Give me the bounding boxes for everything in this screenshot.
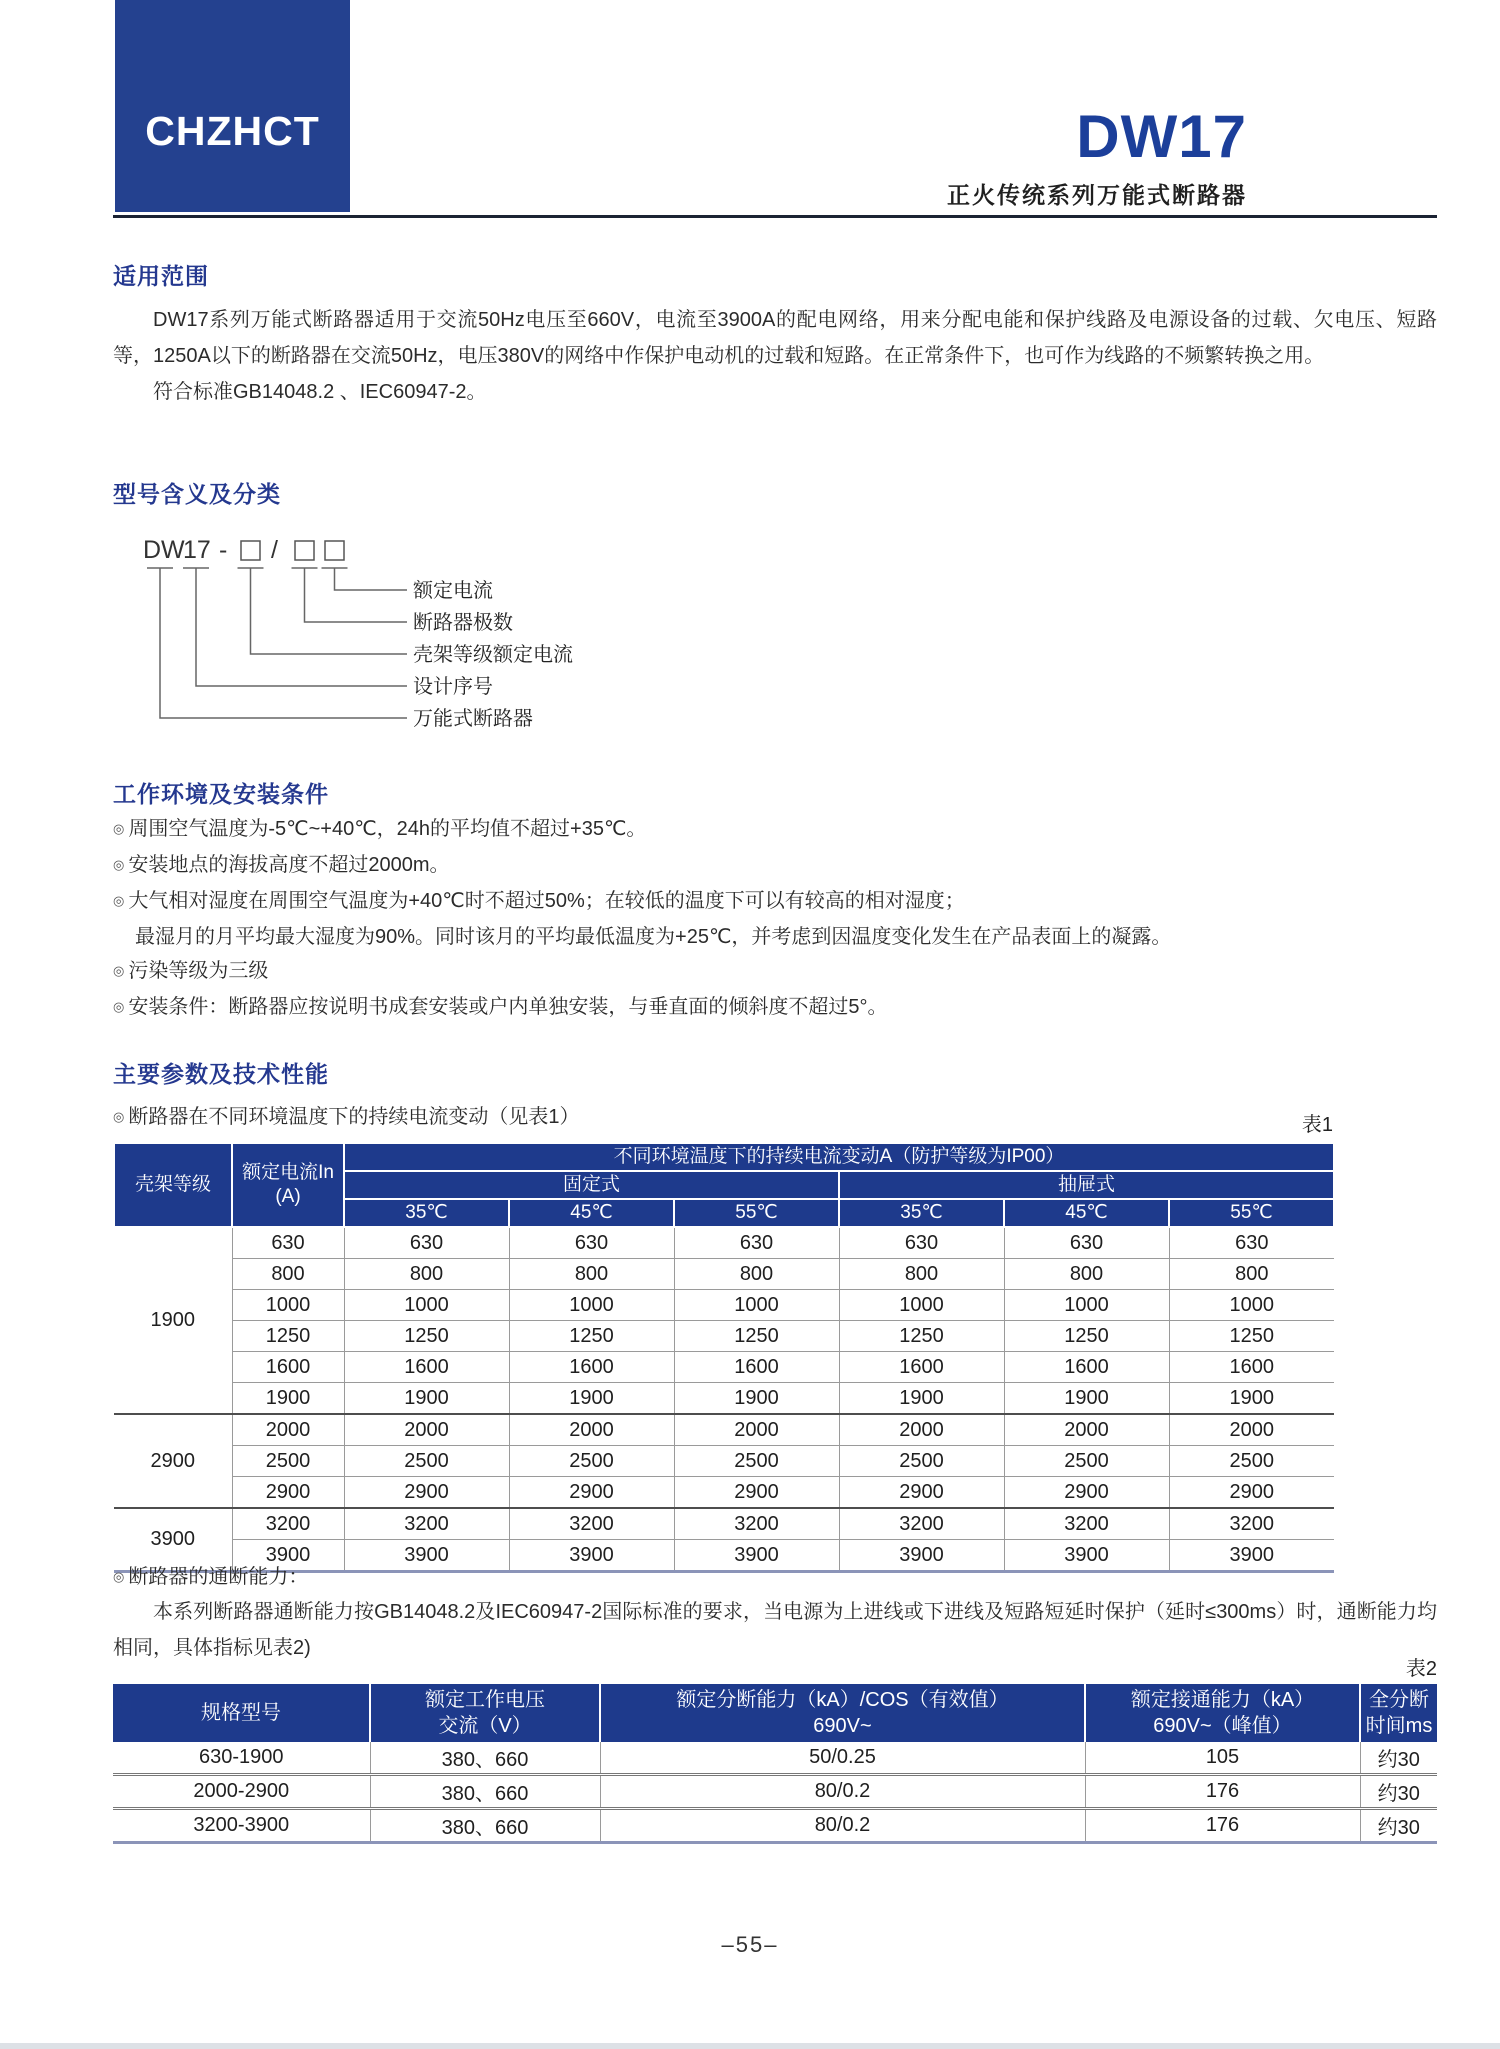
spec-cell: 约30 <box>1360 1809 1437 1843</box>
bullet-icon: ◎ <box>113 1569 125 1584</box>
bullet-icon: ◎ <box>113 963 125 978</box>
temp-current-cell: 2000 <box>674 1414 839 1446</box>
temp-current-cell: 1250 <box>1169 1321 1334 1352</box>
env-bullet-text: 安装条件：断路器应按说明书成套安装或户内单独安装，与垂直面的倾斜度不超过5°。 <box>128 996 888 1018</box>
scope-paragraph <box>113 302 1437 410</box>
temp-current-cell: 2000 <box>509 1414 674 1446</box>
table2-body <box>113 1742 1437 1843</box>
temp-current-cell: 3200 <box>674 1508 839 1540</box>
temp-current-cell: 2500 <box>344 1446 509 1477</box>
temp-current-cell: 1600 <box>1004 1352 1169 1383</box>
env-bullet-text: 大气相对湿度在周围空气温度为+40℃时不超过50%；在较低的温度下可以有较高的相对湿度； <box>128 890 965 912</box>
temp-current-cell: 1600 <box>1169 1352 1334 1383</box>
temp-current-cell: 1900 <box>1169 1383 1334 1415</box>
rated-current-cell: 2500 <box>232 1446 344 1477</box>
connector-poles <box>292 568 408 622</box>
model-heading: 型号含义及分类 <box>113 481 281 507</box>
label-design-no: 设计序号 <box>413 676 493 698</box>
page-bottom-edge <box>0 2043 1500 2049</box>
env-bullet <box>113 812 1437 848</box>
table-row <box>113 1775 1437 1809</box>
model-code-diagram <box>113 538 673 738</box>
temp-current-cell: 1000 <box>1004 1290 1169 1321</box>
temp-current-cell: 800 <box>1169 1259 1334 1290</box>
temp-current-cell: 1250 <box>1004 1321 1169 1352</box>
page-title: DW17 <box>1076 103 1247 170</box>
temp-current-cell: 800 <box>344 1259 509 1290</box>
frame-grade-cell: 1900 <box>150 1309 195 1331</box>
t1-header-span: 不同环境温度下的持续电流变动A（防护等级为IP00） <box>344 1143 1334 1171</box>
code-box-poles <box>295 541 314 560</box>
code-box-frame <box>241 541 260 560</box>
table-row <box>114 1383 1334 1415</box>
table-row <box>114 1352 1334 1383</box>
t2-header-line: 690V~（峰值） <box>1153 1715 1292 1737</box>
env-bullet-text: 周围空气温度为-5℃~+40℃，24h的平均值不超过+35℃。 <box>128 818 647 840</box>
table-row <box>113 1742 1437 1775</box>
breaking-text: 本系列断路器通断能力按GB14048.2及IEC60947-2国际标准的要求，当电源为上进线或下进线及短路短延时保护（延时≤300ms）时，通断能力均相同，具体指标见表2) <box>113 1601 1437 1659</box>
temp-current-cell: 1000 <box>509 1290 674 1321</box>
series-subtitle: 正火传统系列万能式断路器 <box>947 182 1247 208</box>
temp-current-cell: 630 <box>1004 1227 1169 1259</box>
temp-current-cell: 1000 <box>674 1290 839 1321</box>
t1-header-temp: 35℃ <box>839 1199 1004 1227</box>
temp-current-cell: 630 <box>839 1227 1004 1259</box>
temp-current-cell: 2000 <box>839 1414 1004 1446</box>
t1-header-temp: 55℃ <box>674 1199 839 1227</box>
temp-current-cell: 1900 <box>344 1383 509 1415</box>
table2 <box>113 1684 1437 1844</box>
parameters-heading: 主要参数及技术性能 <box>113 1061 329 1087</box>
spec-cell: 2000-2900 <box>113 1775 370 1809</box>
connector-frame-current <box>238 568 408 654</box>
breaking-note <box>113 1560 308 1589</box>
temp-current-cell: 3900 <box>1004 1540 1169 1572</box>
temp-current-cell: 2000 <box>1169 1414 1334 1446</box>
rated-current-cell: 1900 <box>232 1383 344 1415</box>
temp-current-cell: 1250 <box>674 1321 839 1352</box>
connector-rated-current <box>322 568 408 590</box>
bullet-icon: ◎ <box>113 857 125 872</box>
temp-current-cell: 630 <box>344 1227 509 1259</box>
rated-current-cell: 1000 <box>232 1290 344 1321</box>
environment-bullets <box>113 812 1437 1026</box>
table-row <box>114 1414 1334 1446</box>
brand-logo: CHZHCT <box>145 108 320 154</box>
temp-current-cell: 2900 <box>1169 1477 1334 1509</box>
temp-current-cell: 2900 <box>1004 1477 1169 1509</box>
temp-current-cell: 3900 <box>1169 1540 1334 1572</box>
spec-cell: 3200-3900 <box>113 1809 370 1843</box>
t1-header-current-line2: (A) <box>275 1186 301 1207</box>
table-row <box>114 1446 1334 1477</box>
bullet-icon: ◎ <box>113 821 125 836</box>
table-row <box>114 1477 1334 1509</box>
t1-header-temp: 45℃ <box>1004 1199 1169 1227</box>
temp-current-cell: 1600 <box>509 1352 674 1383</box>
temp-current-cell: 630 <box>674 1227 839 1259</box>
temp-current-cell: 1900 <box>674 1383 839 1415</box>
rated-current-cell: 630 <box>232 1227 344 1259</box>
table2-label: 表2 <box>1405 1658 1437 1680</box>
env-bullet <box>113 954 1437 990</box>
temp-current-cell: 3200 <box>839 1508 1004 1540</box>
env-bullet <box>113 884 1437 920</box>
bullet-icon: ◎ <box>113 893 125 908</box>
spec-cell: 约30 <box>1360 1742 1437 1775</box>
temp-current-cell: 3200 <box>1169 1508 1334 1540</box>
temp-current-cell: 1900 <box>839 1383 1004 1415</box>
temp-current-cell: 2500 <box>1169 1446 1334 1477</box>
rated-current-cell: 1250 <box>232 1321 344 1352</box>
table-row <box>114 1227 1334 1259</box>
bullet-icon: ◎ <box>113 1109 125 1124</box>
t2-header-line: 全分断 <box>1369 1689 1429 1711</box>
temp-current-cell: 1900 <box>509 1383 674 1415</box>
temp-current-cell: 1000 <box>839 1290 1004 1321</box>
temp-current-cell: 800 <box>674 1259 839 1290</box>
spec-cell: 176 <box>1085 1809 1360 1843</box>
t2-header-line: 额定工作电压 <box>425 1689 545 1711</box>
temp-current-cell: 3200 <box>344 1508 509 1540</box>
t2-header-line: 交流（V） <box>438 1715 532 1737</box>
scope-heading: 适用范围 <box>113 263 209 289</box>
rated-current-cell: 800 <box>232 1259 344 1290</box>
env-bullet-continuation: 最湿月的月平均最大湿度为90%。同时该月的平均最低温度为+25℃，并考虑到因温度变化发生在产品表面上的凝露。 <box>135 926 1172 948</box>
bullet-icon: ◎ <box>113 999 125 1014</box>
t2-header-line: 额定分断能力（kA）/COS（有效值） <box>676 1689 1009 1711</box>
label-rated-current: 额定电流 <box>413 580 493 602</box>
temp-current-cell: 1250 <box>839 1321 1004 1352</box>
env-bullet <box>113 848 1437 884</box>
t2-header-voltage <box>370 1684 600 1742</box>
code-dash: - <box>219 538 228 564</box>
spec-cell: 380、660 <box>370 1809 600 1843</box>
table-row <box>113 1809 1437 1843</box>
spec-cell: 80/0.2 <box>600 1775 1085 1809</box>
t2-header-breaktime <box>1360 1684 1437 1742</box>
logo-box <box>115 0 350 212</box>
label-breaker-type: 万能式断路器 <box>413 708 533 730</box>
t1-header-current <box>232 1143 344 1227</box>
temp-current-cell: 800 <box>509 1259 674 1290</box>
spec-cell: 约30 <box>1360 1775 1437 1809</box>
temp-current-cell: 2500 <box>839 1446 1004 1477</box>
spec-cell: 380、660 <box>370 1742 600 1775</box>
t2-header-making <box>1085 1684 1360 1742</box>
scope-text: DW17系列万能式断路器适用于交流50Hz电压至660V，电流至3900A的配电网络，用来分配电能和保护线路及电源设备的过载、欠电压、短路等，1250A以下的断路器在交流50Hz，电压380V的网络中作保护电动机的过载和短路。在正常条件下，也可作为线路的不频繁转换之用。 <box>113 309 1437 367</box>
t2-header-line: 规格型号 <box>201 1702 281 1724</box>
t1-header-temp: 55℃ <box>1169 1199 1334 1227</box>
temp-current-cell: 3900 <box>509 1540 674 1572</box>
rated-current-cell: 3200 <box>232 1508 344 1540</box>
temp-current-cell: 3900 <box>674 1540 839 1572</box>
page-number: –55– <box>721 1932 779 1957</box>
temp-current-cell: 1250 <box>344 1321 509 1352</box>
temp-current-cell: 3900 <box>839 1540 1004 1572</box>
spec-cell: 50/0.25 <box>600 1742 1085 1775</box>
code-slash: / <box>271 538 278 564</box>
temp-current-cell: 3200 <box>509 1508 674 1540</box>
code-box-current <box>325 541 344 560</box>
temp-current-cell: 1600 <box>839 1352 1004 1383</box>
temp-current-cell: 2000 <box>1004 1414 1169 1446</box>
temp-current-cell: 2500 <box>674 1446 839 1477</box>
temp-current-cell: 1600 <box>674 1352 839 1383</box>
spec-cell: 80/0.2 <box>600 1809 1085 1843</box>
temp-current-cell: 800 <box>1004 1259 1169 1290</box>
header-rule <box>113 215 1437 218</box>
spec-cell: 630-1900 <box>198 1746 284 1768</box>
frame-grade-cell: 2900 <box>114 1414 232 1508</box>
table-row <box>114 1508 1334 1540</box>
temp-current-cell: 2900 <box>839 1477 1004 1509</box>
t2-header-breaking <box>600 1684 1085 1742</box>
table1-note-text: 断路器在不同环境温度下的持续电流变动（见表1） <box>128 1106 580 1128</box>
temp-current-cell: 800 <box>839 1259 1004 1290</box>
breaking-note-text: 断路器的通断能力： <box>128 1566 309 1588</box>
temp-current-cell: 3200 <box>1004 1508 1169 1540</box>
t1-header-drawout: 抽屉式 <box>839 1171 1334 1199</box>
env-bullet <box>113 990 1437 1026</box>
rated-current-cell: 3900 <box>232 1540 344 1572</box>
env-bullet-text: 污染等级为三级 <box>128 960 269 982</box>
temp-current-cell: 2900 <box>344 1477 509 1509</box>
connector-design-no <box>183 568 407 686</box>
t1-header-fixed: 固定式 <box>344 1171 839 1199</box>
table1 <box>113 1142 1335 1573</box>
code-design-no: 17 <box>183 538 211 564</box>
temp-current-cell: 2000 <box>344 1414 509 1446</box>
t2-header-line: 额定接通能力（kA） <box>1130 1689 1315 1711</box>
t2-header-line: 时间ms <box>1365 1715 1433 1737</box>
temp-current-cell: 630 <box>509 1227 674 1259</box>
table1-label: 表1 <box>1301 1114 1333 1136</box>
t2-header-line: 690V~ <box>813 1715 872 1737</box>
temp-current-cell: 3900 <box>344 1540 509 1572</box>
t2-header-model <box>113 1684 370 1742</box>
table-row <box>114 1290 1334 1321</box>
t1-header-temp: 35℃ <box>344 1199 509 1227</box>
spec-cell: 176 <box>1085 1775 1360 1809</box>
table1-body <box>114 1227 1334 1572</box>
t1-header-temp: 45℃ <box>509 1199 674 1227</box>
label-poles: 断路器极数 <box>413 612 513 634</box>
temp-current-cell: 1000 <box>1169 1290 1334 1321</box>
temp-current-cell: 1250 <box>509 1321 674 1352</box>
table-row <box>114 1321 1334 1352</box>
t1-header-current-line1: 额定电流In <box>242 1162 334 1183</box>
temp-current-cell: 1900 <box>1004 1383 1169 1415</box>
temp-current-cell: 630 <box>1169 1227 1334 1259</box>
environment-heading: 工作环境及安装条件 <box>113 781 329 807</box>
label-frame-current: 壳架等级额定电流 <box>413 644 573 666</box>
frame-grade-cell: 3900 <box>114 1508 232 1572</box>
rated-current-cell: 2900 <box>232 1477 344 1509</box>
temp-current-cell: 2900 <box>509 1477 674 1509</box>
table-row <box>114 1259 1334 1290</box>
code-prefix: DW <box>143 538 185 564</box>
rated-current-cell: 1600 <box>232 1352 344 1383</box>
scope-standard: 符合标准GB14048.2 、IEC60947-2。 <box>153 381 487 403</box>
env-bullet-text: 安装地点的海拔高度不超过2000m。 <box>128 854 450 876</box>
temp-current-cell: 2500 <box>509 1446 674 1477</box>
temp-current-cell: 2500 <box>1004 1446 1169 1477</box>
temp-current-cell: 1000 <box>344 1290 509 1321</box>
t1-header-frame: 壳架等级 <box>114 1143 232 1227</box>
rated-current-cell: 2000 <box>232 1414 344 1446</box>
spec-cell: 105 <box>1085 1742 1360 1775</box>
spec-cell: 380、660 <box>370 1775 600 1809</box>
temp-current-cell: 1600 <box>344 1352 509 1383</box>
temp-current-cell: 2900 <box>674 1477 839 1509</box>
